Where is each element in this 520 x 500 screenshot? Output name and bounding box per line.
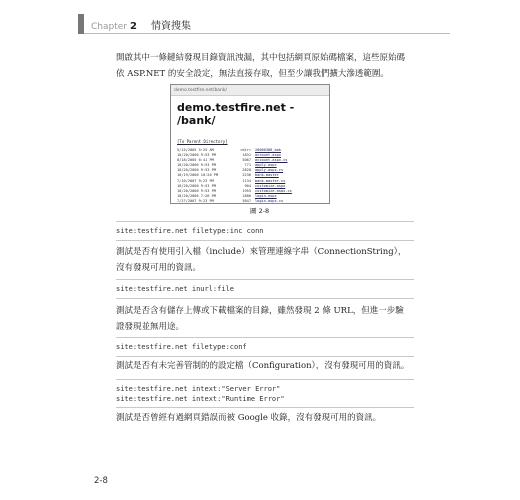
- directory-heading: demo.testfire.net - /bank/: [177, 101, 295, 127]
- listing-date: 5/15/2005 5:25 AM: [177, 148, 214, 152]
- running-header: [91, 17, 191, 32]
- header-divider: [84, 33, 450, 34]
- intro-paragraph: 開啟其中一條鏈結發現目錄資訊洩漏，其中包括網頁原始碼檔案，這些原始碼依 ASP.NET 的安全設定，無法直接存取，但至少讓我們擴大滲透範圍。: [116, 53, 406, 79]
- listing-file-link: 20060308_bak: [255, 148, 281, 152]
- parent-directory-link: [To Parent Directory]: [177, 139, 228, 144]
- listing-date: 10/20/2006 9:53 PM: [177, 153, 216, 158]
- query-explanation: 測試是否有未完善管制的的設定檔（Configuration），沒有發現可用的資訊。: [116, 361, 410, 371]
- divider: [116, 221, 414, 222]
- query-explanation: 測試是否曾經有過網頁錯誤而被 Google 收錄，沒有發現可用的資訊。: [116, 413, 382, 423]
- listing-size: 2828: [242, 168, 251, 173]
- search-query: site:testfire.net filetype:conf: [116, 343, 247, 351]
- listing-size: 5067: [242, 158, 251, 163]
- listing-size: 904: [244, 183, 251, 188]
- listing-file-link: bank.master.cs: [255, 178, 286, 183]
- listing-file-link: customize.aspx.cs: [255, 188, 292, 193]
- listing-date: 10/19/2006 10:20 PM: [177, 173, 219, 178]
- divider: [116, 407, 414, 408]
- chapter-marker: [78, 14, 84, 34]
- listing-file-link: bank.master: [255, 173, 279, 178]
- divider: [116, 356, 414, 357]
- query-explanation: 測試是否有使用引入檔（include）來管理連線字串（ConnectionString），沒有發現可用的資訊。: [116, 247, 407, 273]
- listing-date: 10/20/2006 9:53 PM: [177, 188, 216, 193]
- search-query: site:testfire.net inurl:file: [116, 285, 235, 293]
- directory-listing: [177, 148, 329, 204]
- listing-date: 10/20/2006 9:53 PM: [177, 163, 216, 168]
- listing-date: 8/18/2005 6:41 PM: [177, 158, 214, 163]
- listing-size: 1955: [242, 188, 251, 193]
- divider: [116, 298, 414, 299]
- listing-file-link: login.aspx: [255, 193, 277, 198]
- listing-size: 1806: [242, 193, 251, 198]
- listing-file-link: customize.aspx: [255, 183, 286, 188]
- listing-date: 7/16/2007 9:23 PM: [177, 178, 214, 183]
- query-explanation: 測試是否含有儲存上傳或下載檔案的目錄，雖然發現 2 條 URL，但進一步驗證發現並無用途。: [116, 306, 404, 332]
- listing-size: 771: [244, 163, 251, 168]
- search-query: site:testfire.net filetype:inc conn: [116, 227, 264, 235]
- listing-size: 1134: [242, 178, 251, 183]
- address-text: demo.testfire.net/bank/: [174, 87, 228, 93]
- chapter-label: Chapter: [91, 22, 127, 32]
- listing-size: 1831: [242, 153, 251, 158]
- address-bar: [171, 85, 329, 96]
- figure-caption: 圖 2-8: [250, 207, 270, 215]
- divider: [116, 379, 414, 380]
- divider: [116, 240, 414, 241]
- listing-date: 10/20/2006 9:53 PM: [177, 168, 216, 173]
- listing-file-link: apply.aspx.cs: [255, 168, 284, 173]
- listing-row: [177, 199, 329, 204]
- listing-date: 10/20/2006 7:26 PM: [177, 193, 216, 198]
- divider: [116, 279, 414, 280]
- page-number: 2-8: [94, 476, 108, 486]
- listing-size: 5847: [242, 198, 251, 203]
- listing-file-link: account.aspx.cs: [255, 158, 288, 163]
- listing-date: 7/27/2007 9:23 PM: [177, 198, 214, 203]
- browser-screenshot: [170, 84, 330, 204]
- listing-file-link: apply.aspx: [255, 163, 277, 168]
- chapter-number: 2: [129, 21, 137, 32]
- listing-file-link: login.aspx.cs: [255, 198, 284, 203]
- divider: [116, 337, 414, 338]
- listing-size: <dir>: [240, 148, 251, 152]
- listing-file-link: account.aspx: [255, 153, 281, 158]
- search-query: site:testfire.net intext:"Runtime Error": [116, 395, 285, 403]
- chapter-title: 情資搜集: [150, 21, 191, 32]
- listing-size: 2236: [242, 173, 251, 178]
- listing-date: 10/20/2006 9:53 PM: [177, 183, 216, 188]
- search-query: site:testfire.net intext:"Server Error": [116, 385, 281, 393]
